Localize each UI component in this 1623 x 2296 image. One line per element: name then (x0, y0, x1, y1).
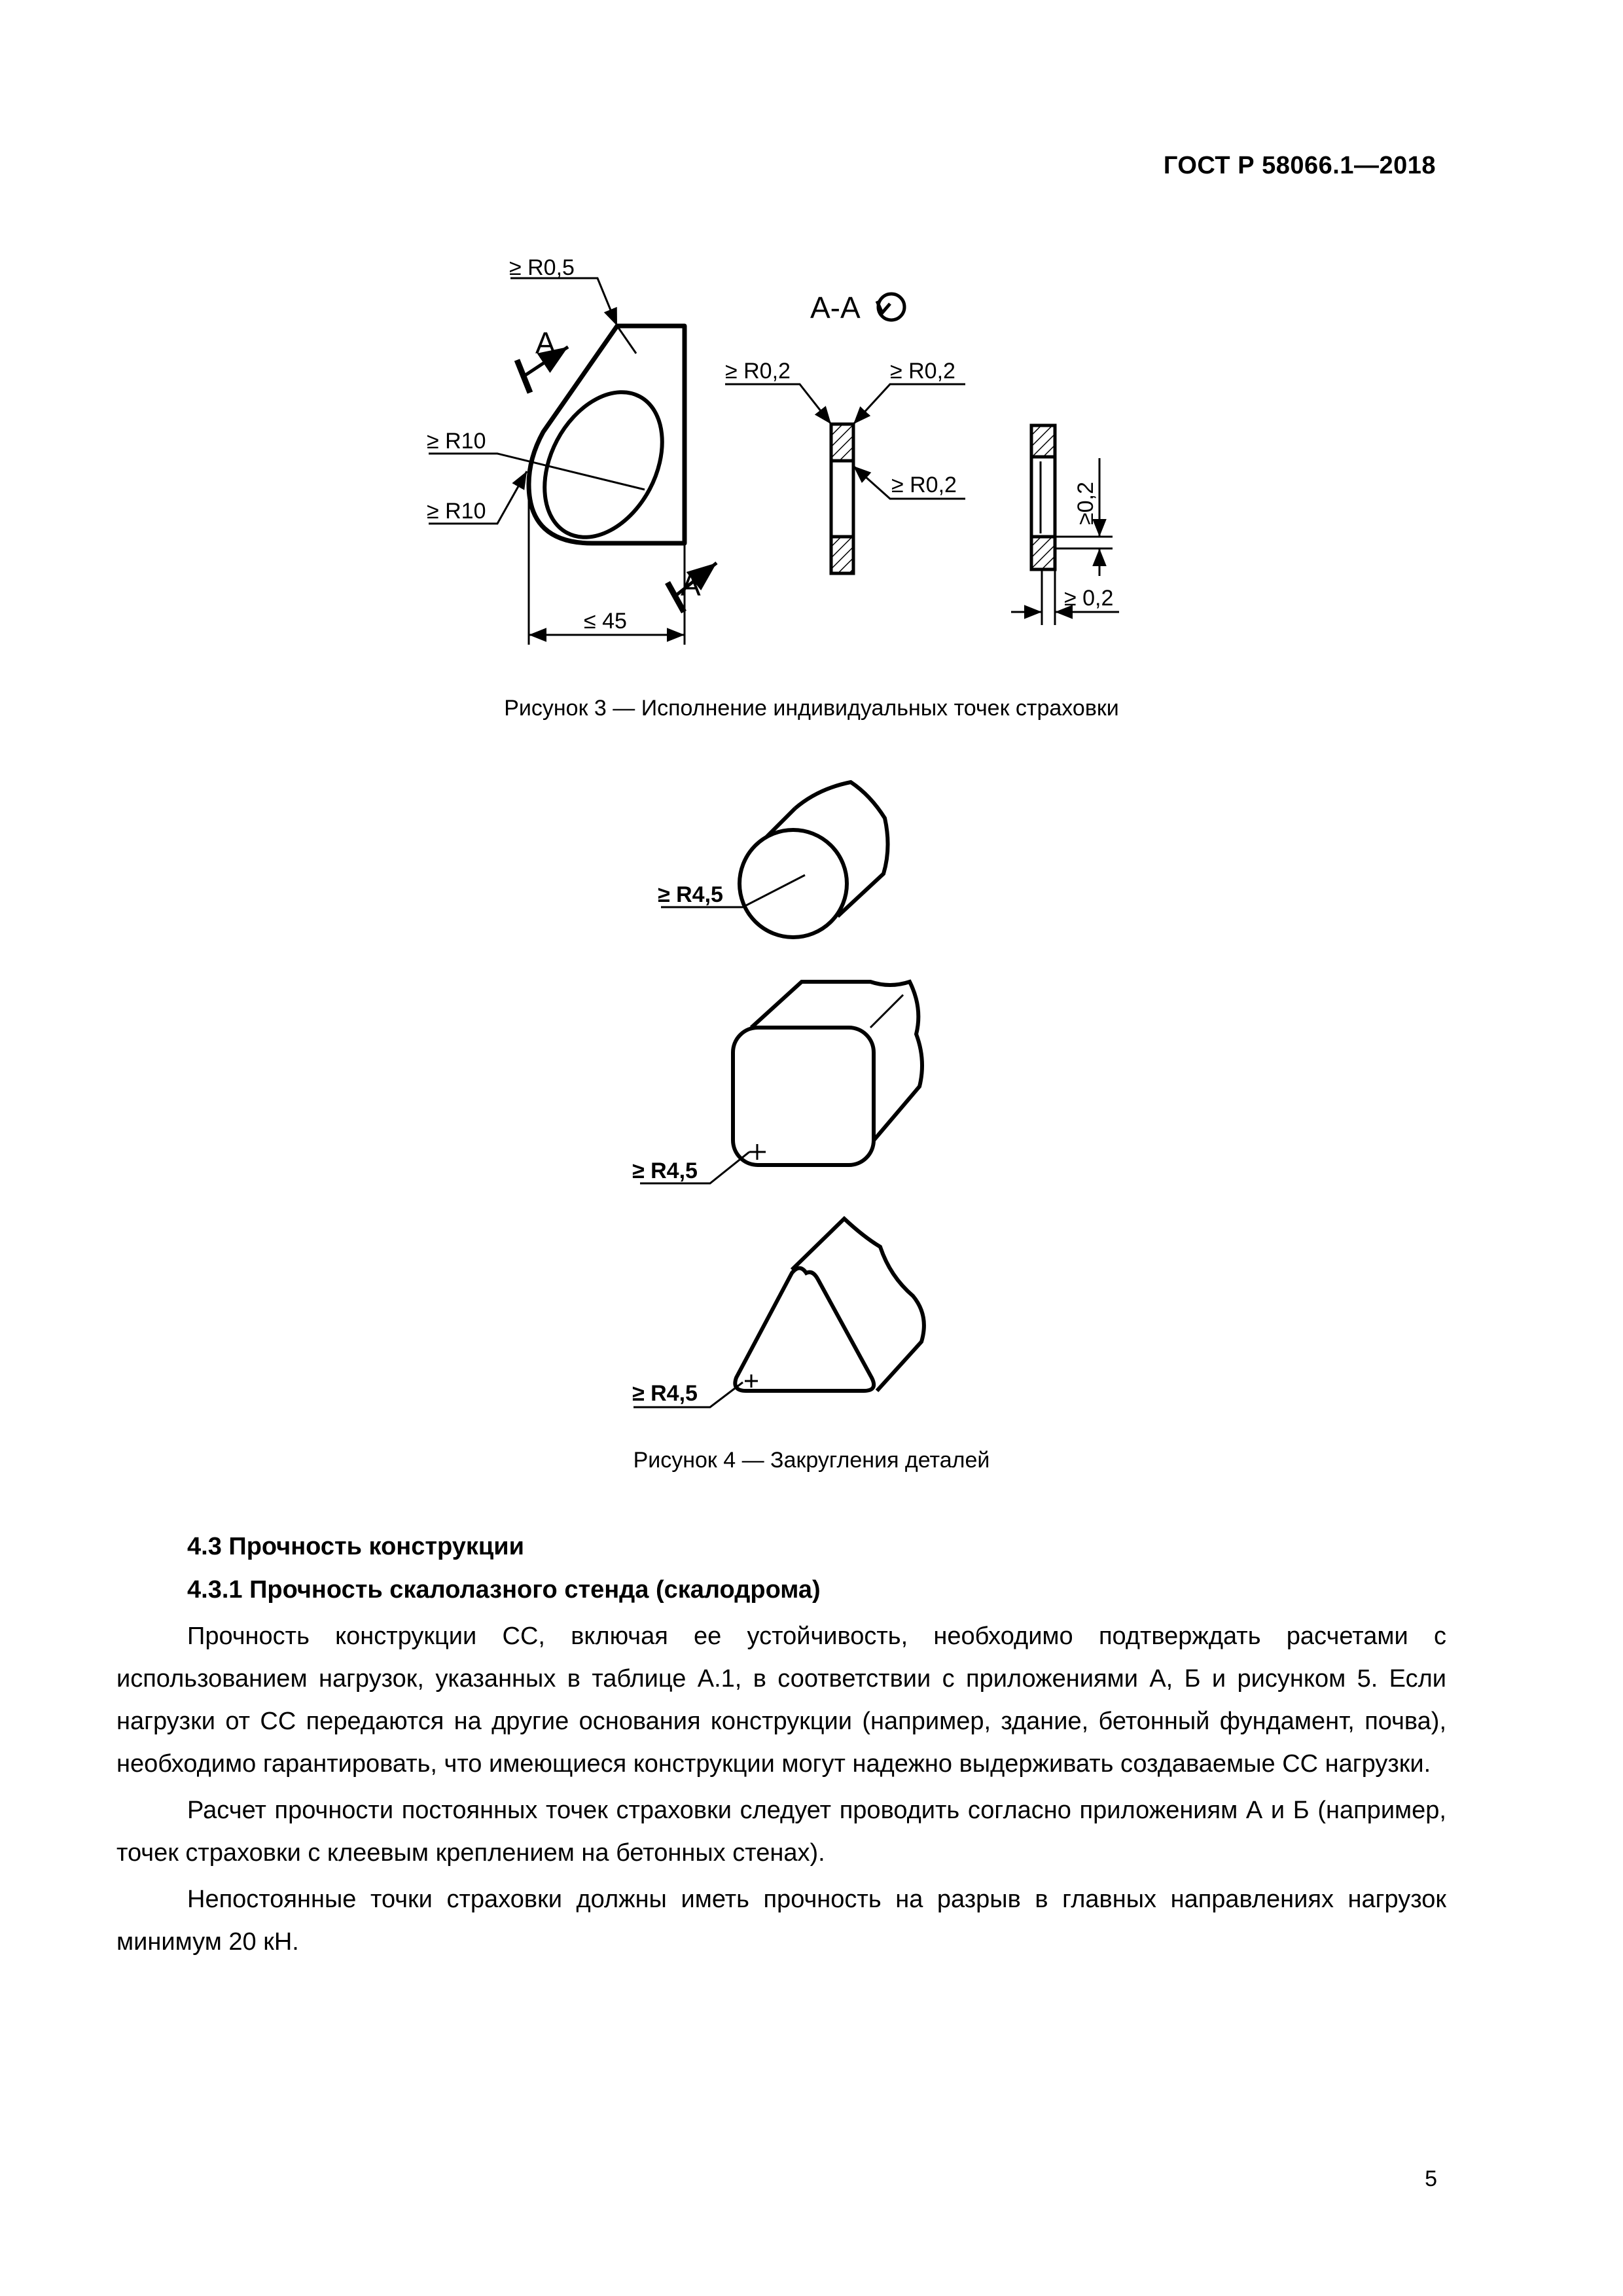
label-r02-left: ≥ R0,2 (725, 359, 791, 384)
subsection-heading: 4.3.1 Прочность скалолазного стенда (скалодрома) (187, 1576, 821, 1604)
paragraph-1: Прочность конструкции СС, включая ее устойчивость, необходимо подтверждать расчетами с использованием нагрузок, указанных в таблице А.1, в соответствии с приложениями А, Б и рисунком 5. Если нагрузки от СС передаются на другие основания конструкции (например, здание, бетонный фундамент, почва), необходимо гарантировать, что имеющиеся конструкции могут надежно выдерживать создаваемые СС нагрузки. (116, 1623, 1446, 1778)
label-section-a-top: А (535, 326, 556, 360)
paragraph-3: Непостоянные точки страховки должны иметь прочность на разрыв в главных направлениях нагрузок минимум 20 кН. (116, 1886, 1446, 1956)
label-square-radius: ≥ R4,5 (632, 1158, 698, 1183)
shape-triangle-bar (735, 1219, 924, 1391)
rotation-icon (877, 294, 904, 320)
figure4-caption: Рисунок 4 — Закругления деталей (633, 1448, 990, 1473)
document-header: ГОСТ Р 58066.1—2018 (1163, 152, 1436, 179)
label-r05: ≥ R0,5 (509, 255, 575, 280)
section-profile (831, 424, 853, 573)
shape-square-bar (733, 982, 922, 1165)
section-title: А-А (810, 291, 861, 325)
label-02-horizontal: ≥ 0,2 (1064, 586, 1114, 611)
label-r02-right: ≥ R0,2 (890, 359, 955, 384)
shape-cylinder (740, 782, 888, 937)
label-cylinder-radius: ≥ R4,5 (658, 882, 723, 907)
side-profile (1031, 425, 1055, 569)
paragraph-2: Расчет прочности постоянных точек страховки следует проводить согласно приложениям А и Б (например, точек страховки с клеевым креплением на бетонных стенах). (116, 1797, 1446, 1867)
section-heading: 4.3 Прочность конструкции (187, 1533, 524, 1560)
body-text (116, 1615, 1446, 1964)
label-section-a-bottom: А (681, 568, 701, 602)
page-number: 5 (1425, 2166, 1437, 2191)
label-triangle-radius: ≥ R4,5 (632, 1381, 698, 1406)
label-r10-bottom: ≥ R10 (427, 499, 486, 524)
figure3-caption: Рисунок 3 — Исполнение индивидуальных точек страховки (504, 696, 1119, 721)
label-02-vertical: ≥0,2 (1073, 482, 1098, 525)
label-r02-mid: ≥ R0,2 (891, 473, 957, 497)
label-dim-45: ≤ 45 (584, 609, 627, 634)
label-r10-top: ≥ R10 (427, 429, 486, 454)
